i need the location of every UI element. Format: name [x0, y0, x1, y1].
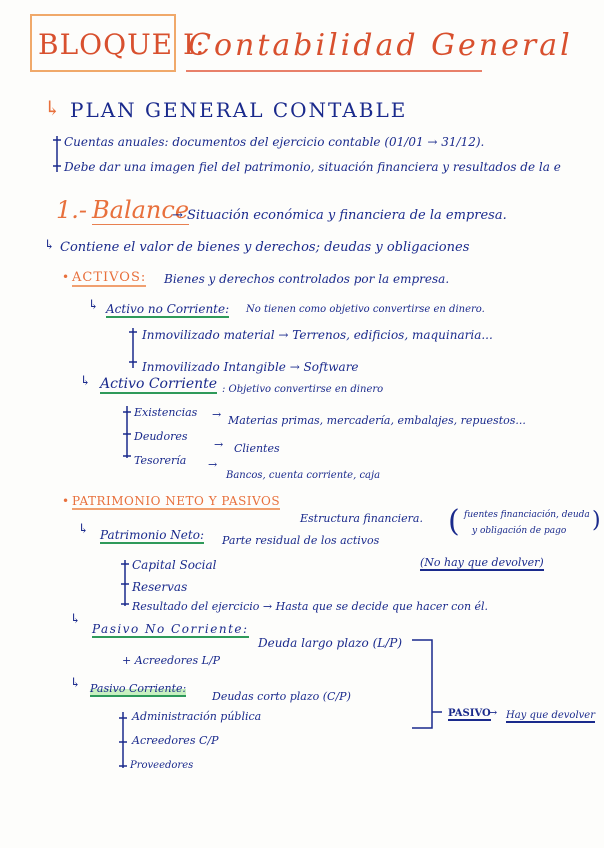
bracket-icon: [128, 326, 138, 370]
pn-note-2: y obligación de pago: [472, 526, 567, 536]
plan-heading: PLAN GENERAL CONTABLE: [70, 98, 408, 122]
arrow-icon: →: [488, 706, 498, 719]
balance-title: Balance: [92, 196, 190, 224]
list-item: Acreedores C/P: [132, 734, 219, 747]
arrow-icon: ↳: [70, 676, 81, 691]
arrow-icon: ↳: [78, 522, 89, 537]
patrimonio-neto-definition: Parte residual de los activos: [222, 534, 380, 547]
brace-close-icon: ): [592, 508, 601, 533]
arrow-icon: ↳: [88, 298, 99, 313]
balance-definition: → Situación económica y financiera de la empresa.: [172, 208, 507, 223]
arrow-icon: →: [208, 458, 218, 471]
brace-icon: (: [448, 504, 460, 539]
pasivo-summary-label: PASIVO: [448, 708, 491, 719]
activo-no-corriente-definition: No tienen como objetivo convertirse en dinero.: [246, 304, 485, 315]
arrow-icon: ↳: [80, 374, 91, 389]
pasivo-corriente-definition: Deudas corto plazo (C/P): [212, 690, 351, 703]
activos-definition: Bienes y derechos controlados por la empresa.: [164, 272, 450, 286]
bracket-icon: [122, 404, 132, 460]
list-item: Tesorería: [134, 454, 187, 467]
list-item-detail: Bancos, cuenta corriente, caja: [226, 470, 381, 481]
list-item: Inmovilizado Intangible → Software: [142, 360, 359, 374]
balance-arrow-icon: ↳: [44, 238, 55, 253]
list-item: Existencias: [134, 406, 198, 419]
list-item: Capital Social: [132, 558, 217, 572]
patrimonio-neto-label: Patrimonio Neto:: [100, 528, 204, 542]
bracket-icon: [120, 558, 130, 608]
list-item: Inmovilizado material → Terrenos, edificios, maquinaria...: [142, 328, 493, 342]
pasivo-no-corriente-definition: Deuda largo plazo (L/P): [258, 636, 403, 650]
activos-label: ACTIVOS:: [72, 270, 147, 285]
list-item: Resultado del ejercicio → Hasta que se decide que hacer con él.: [132, 600, 489, 613]
list-item: + Acreedores L/P: [122, 654, 221, 667]
activo-no-corriente-label: Activo no Corriente:: [106, 302, 230, 316]
pasivo-corriente-label: Pasivo Corriente:: [90, 682, 187, 695]
balance-number: 1.-: [56, 196, 88, 224]
arrow-icon: ↳: [44, 96, 63, 120]
pasivo-summary-text: Hay que devolver: [506, 710, 595, 721]
list-item: Deudores: [134, 430, 188, 443]
pn-note-1: fuentes financiación, deuda: [464, 510, 590, 520]
arrow-icon: ↳: [70, 612, 81, 627]
page-title: Contabilidad General: [188, 28, 573, 63]
list-item-detail: Materias primas, mercadería, embalajes, repuestos...: [228, 414, 526, 427]
patrimonio-neto-note: (No hay que devolver): [420, 556, 544, 569]
pasivo-no-corriente-label: Pasivo No Corriente:: [92, 622, 249, 636]
arrow-icon: →: [212, 408, 222, 421]
plan-line-2: Debe dar una imagen fiel del patrimonio, situación financiera y resultados de la e: [64, 160, 561, 174]
balance-contains: Contiene el valor de bienes y derechos; deudas y obligaciones: [60, 240, 470, 255]
list-item: Administración pública: [132, 710, 262, 723]
pn-pasivos-label: PATRIMONIO NETO Y PASIVOS: [72, 494, 281, 508]
title-underline: [186, 70, 482, 72]
bracket-icon: [52, 134, 62, 174]
list-item-detail: Clientes: [234, 442, 280, 455]
activo-corriente-definition: : Objetivo convertirse en dinero: [222, 384, 384, 395]
plan-line-1: Cuentas anuales: documentos del ejercicio contable (01/01 → 31/12).: [64, 135, 485, 149]
bracket-icon: [118, 710, 128, 770]
arrow-icon: →: [214, 438, 224, 451]
block-label: BLOQUE I:: [38, 28, 206, 61]
bullet-icon: •: [62, 494, 70, 508]
activo-corriente-label: Activo Corriente: [100, 376, 218, 392]
pn-pasivos-definition: Estructura financiera.: [300, 512, 423, 525]
list-item: Proveedores: [130, 760, 194, 771]
list-item: Reservas: [132, 580, 188, 594]
pasivo-bracket: [408, 636, 444, 732]
bullet-icon: •: [62, 270, 70, 284]
